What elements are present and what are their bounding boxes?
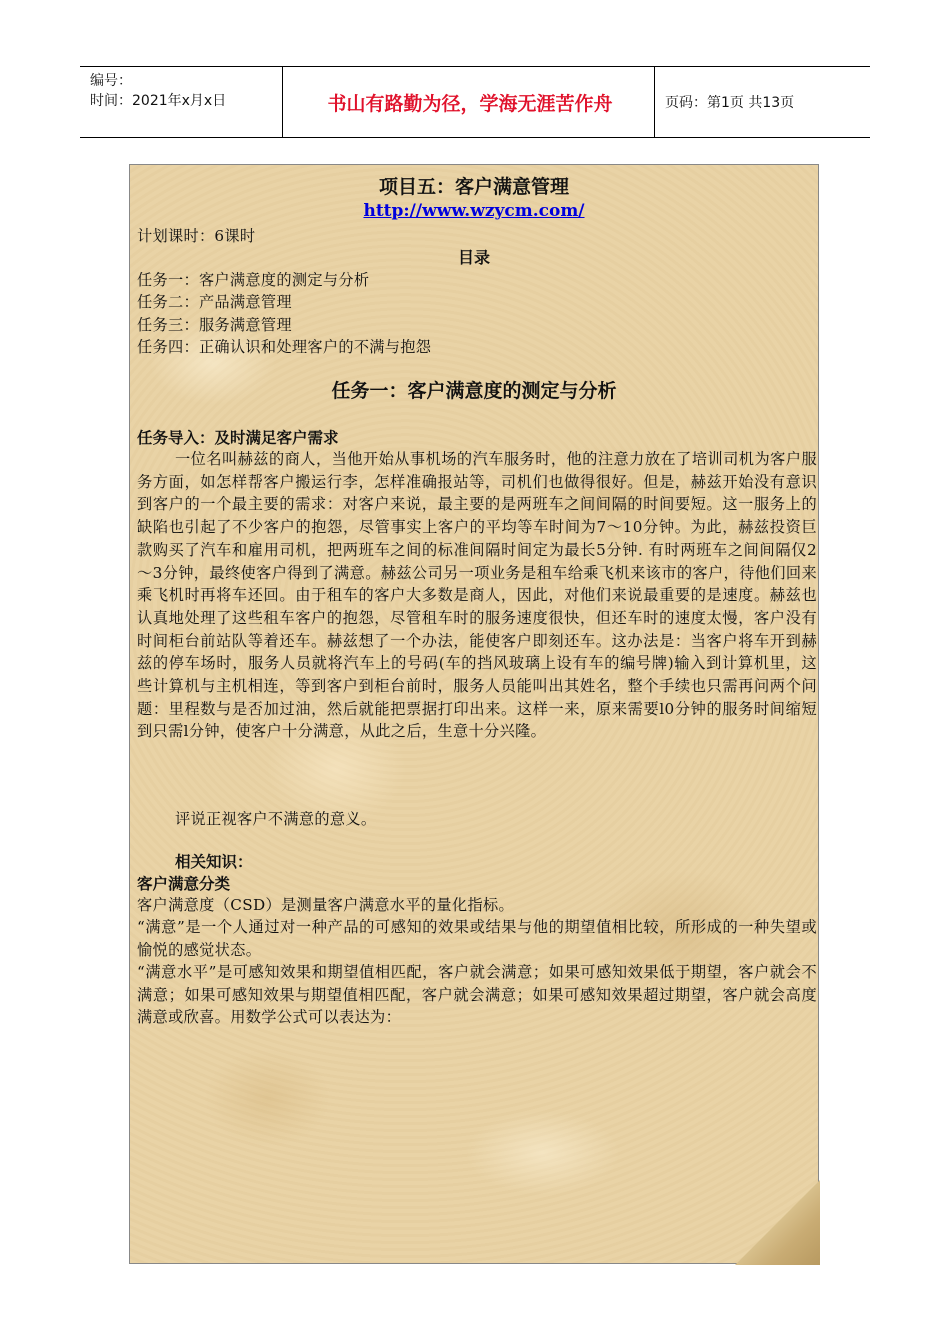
paragraph-satisfaction: “满意”是一个人通过对一种产品的可感知的效果或结果与他的期望值相比较，所形成的一种失望或愉悦的感觉状态。 [137, 918, 817, 959]
paragraph-csd: 客户满意度（CSD）是测量客户满意水平的量化指标。 [137, 896, 515, 914]
paragraph-satisfaction-level: “满意水平”是可感知效果和期望值相匹配，客户就会满意；如果可感知效果低于期望，客户就会不满意；如果可感知效果与期望值相匹配，客户就会满意；如果可感知效果超过期望，客户就会高度满意或欣喜。用数学公式可以表达为： [137, 963, 817, 1027]
discussion-prompt: 评说正视客户不满意的意义。 [175, 810, 377, 828]
header-motto: 书山有路勤为径，学海无涯苦作舟 [327, 92, 613, 115]
page-info: 页码：第1页 共13页 [665, 95, 795, 111]
section-title: 任务一：客户满意度的测定与分析 [331, 380, 617, 402]
time-label: 时间：2021年x月x日 [90, 93, 227, 109]
knowledge-heading: 相关知识： [175, 853, 253, 871]
intro-heading: 任务导入：及时满足客户需求 [137, 429, 339, 447]
doc-title: 项目五：客户满意管理 [378, 176, 569, 198]
story-paragraph: 一位名叫赫兹的商人，当他开始从事机场的汽车服务时，他的注意力放在了培训司机为客户服务方面，如怎样帮客户搬运行李，怎样准确报站等，司机们也做得很好。但是，赫兹开始没有意识到客户的一个最主要的需求：对客户来说，最主要的是两班车之间间隔的时间要短。这一服务上的缺陷也引起了不少客户的抱怨，尽管事实上客户的平均等车时间为7～10分钟。为此，赫兹投资巨款购买了汽车和雇用司机，把两班车之间的标准间隔时间定为最长5分钟. 有时两班车之间间隔仅2～3分钟，最终使客户得到了满意。赫兹公司另一项业务是租车给乘飞机来该市的客户，待他们回来乘飞机时再将车还回。由于租车的客户大多数是商人，因此，对他们来说最重要的是速度。赫兹也认真地处理了这些租车客户的抱怨，尽管租车时的服务速度很快，但还车时的速度太慢，客户没有时间柜台前站队等着还车。赫兹想了一个办法，能使客户即刻还车。这办法是：当客户将车开到赫兹的停车场时，服务人员就将汽车上的号码(车的挡风玻璃上设有车的编号牌)输入到计算机里，这些计算机与主机相连，等到客户到柜台前时，服务人员能叫出其姓名，整个手续也只需再问两个问题：里程数与是否加过油，然后就能把票据打印出来。这样一来，原来需要l0分钟的服务时间缩短到只需l分钟，使客户十分满意，从此之后，生意十分兴隆。 [137, 450, 817, 741]
doc-url-wrap [129, 200, 819, 222]
header-meta [90, 71, 226, 111]
toc-item: 任务四：正确认识和处理客户的不满与抱怨 [137, 338, 432, 356]
toc-title: 目录 [457, 248, 490, 267]
planned-hours: 计划课时：6课时 [137, 227, 256, 245]
header-divider [282, 67, 283, 137]
category-heading: 客户满意分类 [137, 875, 231, 893]
doc-url-link[interactable]: http://www.wzycm.com/ [363, 201, 585, 221]
toc-item: 任务三：服务满意管理 [137, 316, 292, 334]
toc-item: 任务一：客户满意度的测定与分析 [137, 271, 370, 289]
number-label: 编号： [90, 73, 132, 89]
page-header [80, 66, 870, 138]
toc-item: 任务二：产品满意管理 [137, 293, 292, 311]
header-divider [654, 67, 655, 137]
